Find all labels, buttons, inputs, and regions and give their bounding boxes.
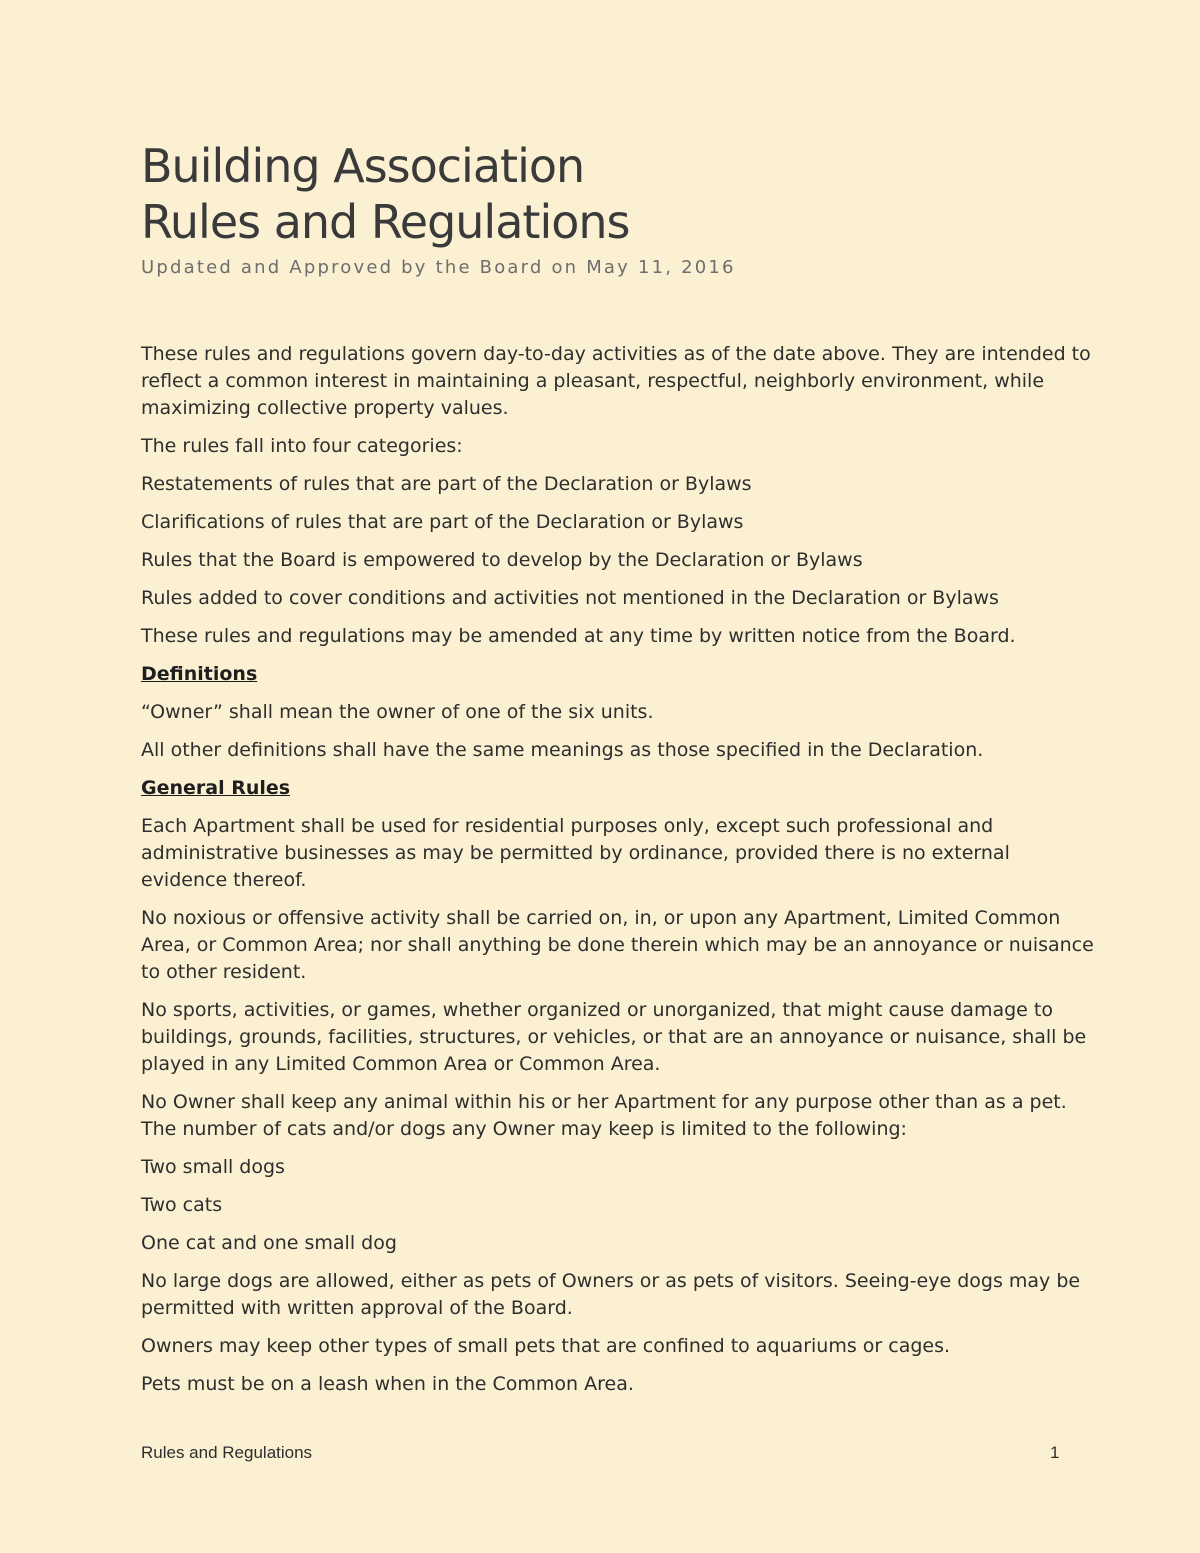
rule-paragraph: Owners may keep other types of small pets that are confined to aquariums or cages. (141, 1335, 951, 1357)
rule-paragraph: Each Apartment shall be used for residential purposes only, except such professional and administrative businesses as may be permitted by ordinance, provided there is no external evidence thereof. (141, 815, 1010, 891)
pet-option: Two small dogs (141, 1156, 285, 1178)
general-rules-heading: General Rules (141, 777, 291, 799)
definition-item: All other definitions shall have the same meanings as those specified in the Declaration. (141, 739, 984, 761)
rule-paragraph: Pets must be on a leash when in the Common Area. (141, 1373, 634, 1395)
amendment-paragraph: These rules and regulations may be amended at any time by written notice from the Board. (141, 625, 1016, 647)
document-body (141, 341, 1101, 1409)
title-line-1: Building Association (141, 139, 585, 193)
category-item: Clarifications of rules that are part of the Declaration or Bylaws (141, 511, 744, 533)
footer-label: Rules and Regulations (141, 1443, 313, 1462)
page-number: 1 (1050, 1443, 1060, 1462)
intro-paragraph: These rules and regulations govern day-to-day activities as of the date above. They are intended to reflect a common interest in maintaining a pleasant, respectful, neighborly environment, while maximizing collective property values. (141, 343, 1091, 419)
categories-intro: The rules fall into four categories: (141, 435, 463, 457)
category-item: Rules that the Board is empowered to develop by the Declaration or Bylaws (141, 549, 863, 571)
rule-paragraph: No large dogs are allowed, either as pets of Owners or as pets of visitors. Seeing-eye dogs may be permitted with written approval of the Board. (141, 1270, 1081, 1319)
definition-item: “Owner” shall mean the owner of one of the six units. (141, 701, 654, 723)
document-subtitle: Updated and Approved by the Board on May 11, 2016 (141, 257, 736, 278)
rule-paragraph: No Owner shall keep any animal within his or her Apartment for any purpose other than as a pet. The number of cats and/or dogs any Owner may keep is limited to the following: (141, 1091, 1067, 1140)
rule-paragraph: No noxious or offensive activity shall be carried on, in, or upon any Apartment, Limited Common Area, or Common Area; nor shall anything be done therein which may be an annoyance or nuisance to other resident. (141, 907, 1094, 983)
rule-paragraph: No sports, activities, or games, whether organized or unorganized, that might cause damage to buildings, grounds, facilities, structures, or vehicles, or that are an annoyance or nuisance, shall be played in any Limited Common Area or Common Area. (141, 999, 1087, 1075)
category-item: Rules added to cover conditions and activities not mentioned in the Declaration or Bylaws (141, 587, 999, 609)
category-item: Restatements of rules that are part of the Declaration or Bylaws (141, 473, 752, 495)
title-line-2: Rules and Regulations (141, 195, 630, 249)
pet-option: One cat and one small dog (141, 1232, 397, 1254)
pet-option: Two cats (141, 1194, 223, 1216)
document-title (141, 138, 629, 250)
definitions-heading: Definitions (141, 663, 258, 685)
